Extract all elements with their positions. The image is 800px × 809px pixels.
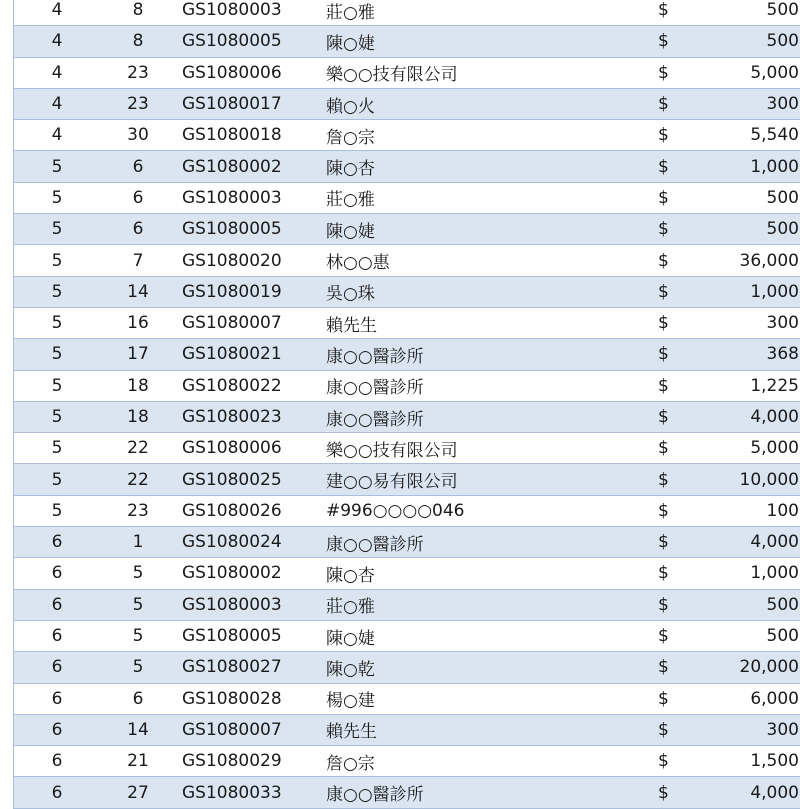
table-row [14,777,800,808]
donation-table [13,0,800,809]
table-body [14,0,800,808]
table-row [14,620,800,651]
day-cell: 23 [100,57,176,88]
amount-cell: 6,000 [688,683,800,714]
receipt-code-cell: GS1080027 [176,652,318,683]
amount-cell: 4,000 [688,777,800,808]
currency-symbol-cell: $ [658,245,688,276]
month-cell: 5 [14,245,101,276]
table-row [14,527,800,558]
receipt-code-cell: GS1080033 [176,777,318,808]
table-row [14,57,800,88]
table-row [14,558,800,589]
currency-symbol-cell: $ [658,182,688,213]
receipt-code-cell: GS1080024 [176,527,318,558]
table-row [14,0,800,26]
month-cell: 4 [14,26,101,57]
currency-symbol-cell: $ [658,26,688,57]
amount-cell: 500 [688,26,800,57]
month-cell: 6 [14,589,101,620]
day-cell: 22 [100,433,176,464]
day-cell: 6 [100,683,176,714]
table-row [14,714,800,745]
amount-cell: 36,000 [688,245,800,276]
currency-symbol-cell: $ [658,307,688,338]
day-cell: 6 [100,214,176,245]
receipt-code-cell: GS1080023 [176,401,318,432]
donor-name-cell: 楊○建 [318,683,658,714]
amount-cell: 500 [688,182,800,213]
amount-cell: 5,540 [688,120,800,151]
table-row [14,245,800,276]
donor-name-cell: 康○○醫診所 [318,370,658,401]
receipt-code-cell: GS1080005 [176,214,318,245]
month-cell: 4 [14,88,101,119]
donor-name-cell: #996○○○○046 [318,495,658,526]
donor-name-cell: 莊○雅 [318,589,658,620]
month-cell: 6 [14,527,101,558]
month-cell: 5 [14,307,101,338]
receipt-code-cell: GS1080007 [176,714,318,745]
table-row [14,683,800,714]
donor-name-cell: 詹○宗 [318,746,658,777]
day-cell: 14 [100,276,176,307]
receipt-code-cell: GS1080026 [176,495,318,526]
month-cell: 6 [14,652,101,683]
currency-symbol-cell: $ [658,683,688,714]
amount-cell: 5,000 [688,433,800,464]
donor-name-cell: 陳○婕 [318,26,658,57]
receipt-code-cell: GS1080002 [176,558,318,589]
donor-name-cell: 康○○醫診所 [318,401,658,432]
receipt-code-cell: GS1080019 [176,276,318,307]
currency-symbol-cell: $ [658,464,688,495]
amount-cell: 100 [688,495,800,526]
amount-cell: 1,225 [688,370,800,401]
donor-name-cell: 林○○惠 [318,245,658,276]
amount-cell: 300 [688,307,800,338]
currency-symbol-cell: $ [658,57,688,88]
currency-symbol-cell: $ [658,589,688,620]
table-row [14,495,800,526]
day-cell: 14 [100,714,176,745]
donor-name-cell: 康○○醫診所 [318,777,658,808]
day-cell: 17 [100,339,176,370]
month-cell: 6 [14,746,101,777]
donor-name-cell: 陳○杏 [318,558,658,589]
day-cell: 22 [100,464,176,495]
currency-symbol-cell: $ [658,88,688,119]
currency-symbol-cell: $ [658,777,688,808]
month-cell: 5 [14,464,101,495]
day-cell: 1 [100,527,176,558]
month-cell: 6 [14,777,101,808]
day-cell: 6 [100,151,176,182]
receipt-code-cell: GS1080003 [176,589,318,620]
amount-cell: 500 [688,0,800,26]
donor-name-cell: 陳○乾 [318,652,658,683]
donor-name-cell: 吳○珠 [318,276,658,307]
table-row [14,88,800,119]
amount-cell: 1,000 [688,151,800,182]
currency-symbol-cell: $ [658,746,688,777]
receipt-code-cell: GS1080018 [176,120,318,151]
table-row [14,151,800,182]
table-row [14,464,800,495]
amount-cell: 300 [688,714,800,745]
day-cell: 21 [100,746,176,777]
table-row [14,746,800,777]
table-row [14,589,800,620]
table-row [14,339,800,370]
donor-name-cell: 賴○火 [318,88,658,119]
receipt-code-cell: GS1080022 [176,370,318,401]
month-cell: 4 [14,57,101,88]
amount-cell: 300 [688,88,800,119]
currency-symbol-cell: $ [658,214,688,245]
amount-cell: 1,000 [688,276,800,307]
donor-name-cell: 莊○雅 [318,182,658,213]
day-cell: 23 [100,495,176,526]
amount-cell: 4,000 [688,401,800,432]
donor-name-cell: 賴先生 [318,714,658,745]
donor-name-cell: 樂○○技有限公司 [318,433,658,464]
day-cell: 30 [100,120,176,151]
table-row [14,433,800,464]
receipt-code-cell: GS1080007 [176,307,318,338]
day-cell: 8 [100,0,176,26]
month-cell: 5 [14,214,101,245]
month-cell: 6 [14,558,101,589]
amount-cell: 500 [688,620,800,651]
month-cell: 4 [14,120,101,151]
table-row [14,214,800,245]
month-cell: 5 [14,339,101,370]
amount-cell: 1,000 [688,558,800,589]
amount-cell: 5,000 [688,57,800,88]
table-row [14,370,800,401]
receipt-code-cell: GS1080005 [176,26,318,57]
month-cell: 5 [14,370,101,401]
day-cell: 7 [100,245,176,276]
currency-symbol-cell: $ [658,276,688,307]
donor-name-cell: 樂○○技有限公司 [318,57,658,88]
receipt-code-cell: GS1080006 [176,433,318,464]
table-row [14,276,800,307]
donor-name-cell: 陳○婕 [318,620,658,651]
day-cell: 18 [100,401,176,432]
receipt-code-cell: GS1080025 [176,464,318,495]
amount-cell: 1,500 [688,746,800,777]
table-row [14,401,800,432]
table-row [14,26,800,57]
receipt-code-cell: GS1080021 [176,339,318,370]
donor-name-cell: 建○○易有限公司 [318,464,658,495]
currency-symbol-cell: $ [658,620,688,651]
donor-name-cell: 賴先生 [318,307,658,338]
month-cell: 5 [14,182,101,213]
currency-symbol-cell: $ [658,370,688,401]
table-row [14,120,800,151]
amount-cell: 500 [688,214,800,245]
currency-symbol-cell: $ [658,558,688,589]
donor-name-cell: 陳○杏 [318,151,658,182]
donor-name-cell: 陳○婕 [318,214,658,245]
day-cell: 23 [100,88,176,119]
table-row [14,307,800,338]
receipt-code-cell: GS1080003 [176,0,318,26]
month-cell: 6 [14,714,101,745]
receipt-code-cell: GS1080003 [176,182,318,213]
day-cell: 18 [100,370,176,401]
amount-cell: 4,000 [688,527,800,558]
month-cell: 5 [14,433,101,464]
donor-name-cell: 康○○醫診所 [318,527,658,558]
currency-symbol-cell: $ [658,714,688,745]
currency-symbol-cell: $ [658,120,688,151]
receipt-code-cell: GS1080028 [176,683,318,714]
receipt-code-cell: GS1080017 [176,88,318,119]
currency-symbol-cell: $ [658,401,688,432]
day-cell: 16 [100,307,176,338]
month-cell: 5 [14,151,101,182]
day-cell: 6 [100,182,176,213]
donor-name-cell: 詹○宗 [318,120,658,151]
month-cell: 5 [14,495,101,526]
table-row [14,182,800,213]
month-cell: 4 [14,0,101,26]
currency-symbol-cell: $ [658,652,688,683]
day-cell: 5 [100,589,176,620]
month-cell: 5 [14,401,101,432]
day-cell: 5 [100,620,176,651]
month-cell: 6 [14,620,101,651]
currency-symbol-cell: $ [658,0,688,26]
amount-cell: 10,000 [688,464,800,495]
donor-name-cell: 康○○醫診所 [318,339,658,370]
amount-cell: 20,000 [688,652,800,683]
donor-name-cell: 莊○雅 [318,0,658,26]
receipt-code-cell: GS1080006 [176,57,318,88]
day-cell: 5 [100,558,176,589]
receipt-code-cell: GS1080005 [176,620,318,651]
amount-cell: 500 [688,589,800,620]
currency-symbol-cell: $ [658,433,688,464]
day-cell: 8 [100,26,176,57]
currency-symbol-cell: $ [658,495,688,526]
month-cell: 6 [14,683,101,714]
currency-symbol-cell: $ [658,151,688,182]
amount-cell: 368 [688,339,800,370]
receipt-code-cell: GS1080029 [176,746,318,777]
receipt-code-cell: GS1080020 [176,245,318,276]
currency-symbol-cell: $ [658,339,688,370]
table-row [14,652,800,683]
currency-symbol-cell: $ [658,527,688,558]
day-cell: 27 [100,777,176,808]
month-cell: 5 [14,276,101,307]
day-cell: 5 [100,652,176,683]
receipt-code-cell: GS1080002 [176,151,318,182]
